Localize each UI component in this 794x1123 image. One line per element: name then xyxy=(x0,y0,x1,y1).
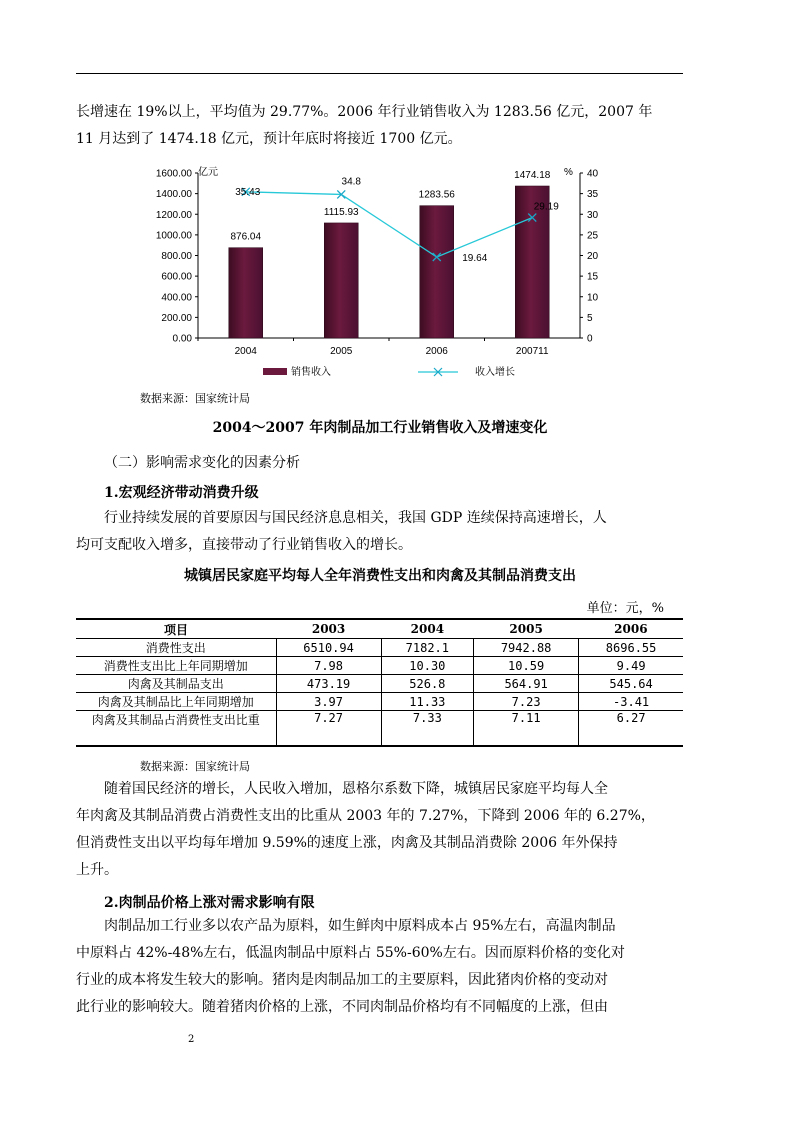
left-tick-label: 400.00 xyxy=(161,292,192,304)
bar-value-label: 1115.93 xyxy=(323,206,359,218)
right-tick-label: 30 xyxy=(587,209,599,221)
left-tick-label: 0.00 xyxy=(172,333,192,345)
macro-paragraph xyxy=(76,505,684,559)
right-tick-label: 40 xyxy=(587,168,599,180)
table-cell: 7.11 xyxy=(474,711,579,747)
bar-value-label: 876.04 xyxy=(230,231,262,243)
x-tick-label: 200711 xyxy=(515,346,549,357)
right-tick-label: 15 xyxy=(587,271,599,283)
table-cell: 7.23 xyxy=(474,693,579,711)
table-header: 2003 xyxy=(276,619,381,639)
bar-series xyxy=(229,170,551,338)
table-cell: 8696.55 xyxy=(579,639,683,657)
text-line: 行业持续发展的首要原因与国民经济息息相关，我国 GDP 连续保持高速增长，人 xyxy=(104,510,607,526)
bar-2006 xyxy=(420,206,454,338)
bar-2005 xyxy=(324,223,358,338)
x-tick-label: 2005 xyxy=(330,346,353,357)
text-line: 上升。 xyxy=(76,862,118,878)
page-number: 2 xyxy=(188,1034,195,1045)
table-header: 2005 xyxy=(474,619,579,639)
table-cell: 消费性支出 xyxy=(76,639,276,657)
table-cell: 11.33 xyxy=(381,693,473,711)
table-cell: 肉禽及其制品支出 xyxy=(76,675,276,693)
legend-swatch-bar xyxy=(263,368,287,375)
left-axis-unit: 亿元 xyxy=(198,167,218,178)
right-tick-label: 20 xyxy=(587,251,599,262)
table-header: 项目 xyxy=(76,619,276,639)
table-cell: 7182.1 xyxy=(381,639,473,657)
table-cell: 526.8 xyxy=(381,675,473,693)
left-tick-label: 1200.00 xyxy=(155,209,192,221)
table-row xyxy=(76,657,683,675)
table-header-row xyxy=(76,619,683,639)
legend-label: 收入增长 xyxy=(475,367,515,378)
bar-2004 xyxy=(229,248,263,338)
text-line: 长增速在 19%以上，平均值为 29.77%。2006 年行业销售收入为 1283.56 亿元，2007 年 xyxy=(76,104,653,120)
table-cell: 7.27 xyxy=(276,711,381,747)
table-source: 数据来源：国家统计局 xyxy=(140,760,250,773)
left-tick-label: 800.00 xyxy=(161,251,192,262)
table-cell: 肉禽及其制品比上年同期增加 xyxy=(76,693,276,711)
left-axis xyxy=(156,169,198,345)
table-cell: 9.49 xyxy=(579,657,683,675)
text-line: 此行业的影响较大。随着猪肉价格的上涨，不同肉制品价格均有不同幅度的上涨，但由 xyxy=(76,999,608,1015)
table-row xyxy=(76,693,683,711)
sales-revenue-chart xyxy=(140,163,599,385)
text-line: 随着国民经济的增长，人民收入增加，恩格尔系数下降，城镇居民家庭平均每人全 xyxy=(104,781,608,797)
left-tick-label: 200.00 xyxy=(161,312,192,324)
table-cell: 消费性支出比上年同期增加 xyxy=(76,657,276,675)
right-tick-label: 10 xyxy=(587,292,599,304)
chart-source: 数据来源：国家统计局 xyxy=(140,392,250,405)
table-cell: 7942.88 xyxy=(474,639,579,657)
growth-value-label: 29.19 xyxy=(533,201,559,213)
growth-line xyxy=(246,189,533,257)
text-line: 中原料占 42%-48%左右，低温肉制品中原料占 55%-60%左右。因而原料价格的变化对 xyxy=(76,945,625,961)
bar-value-label: 1474.18 xyxy=(514,169,551,181)
table-unit: 单位：元，% xyxy=(586,601,664,616)
table-cell: 6510.94 xyxy=(276,639,381,657)
text-line: 但消费性支出以平均每年增加 9.59%的速度上涨，肉禽及其制品消费除 2006 年外保持 xyxy=(76,835,618,851)
table-row xyxy=(76,675,683,693)
table-cell: 3.97 xyxy=(276,693,381,711)
table-cell: 肉禽及其制品占消费性支出比重 xyxy=(76,711,276,747)
left-tick-label: 1400.00 xyxy=(155,189,192,201)
table-row xyxy=(76,639,683,657)
table-header: 2004 xyxy=(381,619,473,639)
line-series xyxy=(235,176,559,264)
header-rule xyxy=(76,73,683,74)
x-axis-labels xyxy=(198,338,549,357)
price-paragraph xyxy=(76,913,684,1021)
text-line: 11 月达到了 1474.18 亿元，预计年底时将接近 1700 亿元。 xyxy=(76,131,462,147)
table-header: 2006 xyxy=(579,619,683,639)
right-axis-unit: % xyxy=(564,167,573,178)
legend-label: 销售收入 xyxy=(291,367,331,378)
table-cell: -3.41 xyxy=(579,693,683,711)
x-tick-label: 2006 xyxy=(425,346,448,357)
subsection-heading-2: 2.肉制品价格上涨对需求影响有限 xyxy=(104,895,315,911)
intro-paragraph xyxy=(76,99,684,153)
table-cell: 10.30 xyxy=(381,657,473,675)
left-tick-label: 600.00 xyxy=(161,271,192,283)
growth-value-label: 35.43 xyxy=(235,186,261,198)
text-line: 均可支配收入增多，直接带动了行业销售收入的增长。 xyxy=(76,537,412,553)
table-title: 城镇居民家庭平均每人全年消费性支出和肉禽及其制品消费支出 xyxy=(184,568,576,584)
table-row xyxy=(76,711,683,747)
right-tick-label: 25 xyxy=(587,230,599,242)
text-line: 肉制品加工行业多以农产品为原料，如生鲜肉中原料成本占 95%左右，高温肉制品 xyxy=(104,918,616,934)
bar-value-label: 1283.56 xyxy=(418,189,455,201)
table-cell: 564.91 xyxy=(474,675,579,693)
table-cell: 6.27 xyxy=(579,711,683,747)
chart-caption: 2004～2007 年肉制品加工行业销售收入及增速变化 xyxy=(212,420,548,436)
table-cell: 473.19 xyxy=(276,675,381,693)
text-line: 年肉禽及其制品消费占消费性支出的比重从 2003 年的 7.27%，下降到 2006 年的 6.27%， xyxy=(76,808,655,824)
table-cell: 7.98 xyxy=(276,657,381,675)
table-cell: 7.33 xyxy=(381,711,473,747)
consumption-table xyxy=(76,618,683,747)
subsection-heading-1: 1.宏观经济带动消费升级 xyxy=(104,485,259,501)
chart-legend xyxy=(263,365,515,378)
left-tick-label: 1600.00 xyxy=(155,168,192,180)
right-axis xyxy=(580,169,599,345)
right-tick-label: 5 xyxy=(587,312,593,324)
engel-paragraph xyxy=(76,776,684,884)
text-line: 行业的成本将发生较大的影响。猪肉是肉制品加工的主要原料，因此猪肉价格的变动对 xyxy=(76,972,608,988)
right-tick-label: 35 xyxy=(587,189,599,201)
growth-value-label: 19.64 xyxy=(462,252,488,264)
left-tick-label: 1000.00 xyxy=(155,230,192,242)
x-tick-label: 2004 xyxy=(234,346,257,357)
growth-value-label: 34.8 xyxy=(341,176,361,188)
right-tick-label: 0 xyxy=(587,333,593,345)
section-heading: （二）影响需求变化的因素分析 xyxy=(104,455,300,471)
table-cell: 545.64 xyxy=(579,675,683,693)
table-cell: 10.59 xyxy=(474,657,579,675)
